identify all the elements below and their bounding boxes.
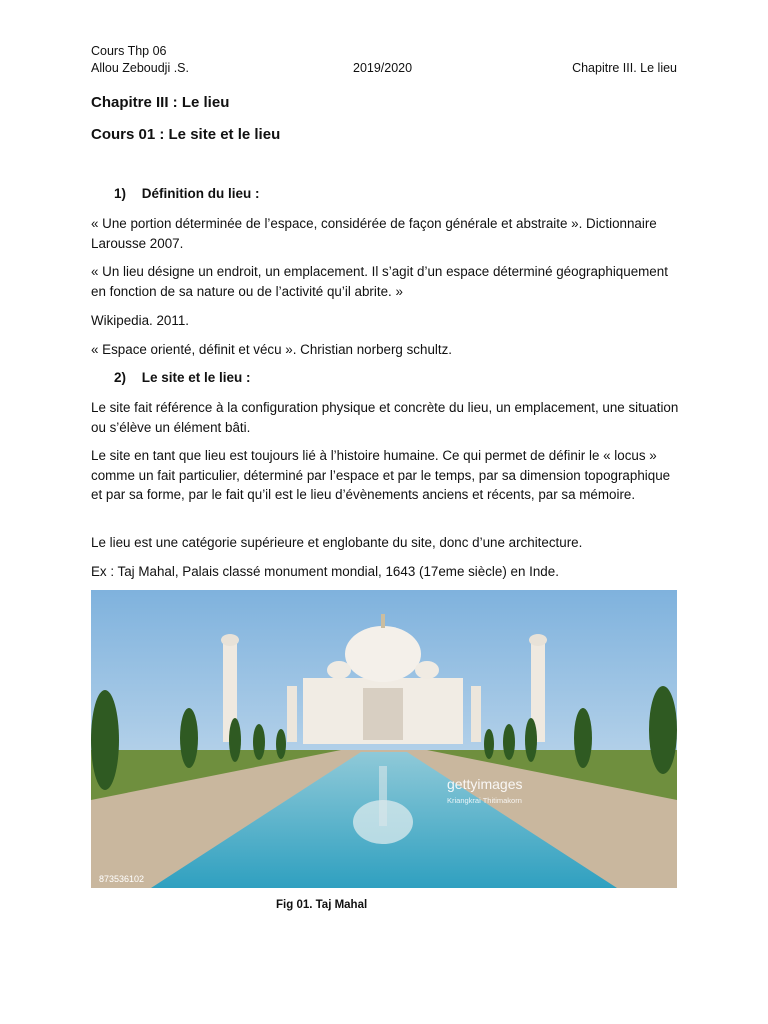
section-2-number: 2) xyxy=(114,370,127,385)
watermark-credit: Kriangkrai Thitimakorn xyxy=(447,796,522,805)
section-2-paragraph-2: Le site en tant que lieu est toujours lié à l’histoire humaine. Ce qui permet de définir le « locus » comme un fait particulier, déterminé par l’espace et par le temps, par sa dimension topographique et par sa forme, par le fait qu’il est le lieu d’évènements anciens et récents, par sa mémoire. xyxy=(91,448,671,502)
header-chapter-ref: Chapitre III. Le lieu xyxy=(572,61,677,75)
section-1-paragraph-3: Wikipedia. 2011. xyxy=(91,313,190,328)
watermark-text: gettyimages xyxy=(447,776,523,792)
image-id-label: 873536102 xyxy=(99,874,145,884)
section-2-paragraph-3: Le lieu est une catégorie supérieure et englobante du site, donc d’une architecture. xyxy=(91,535,583,550)
chapter-title: Chapitre III : Le lieu xyxy=(91,94,230,111)
header-author: Allou Zeboudji .S. xyxy=(91,61,189,75)
figure-caption: Fig 01. Taj Mahal xyxy=(276,899,368,911)
section-1-paragraph-1: « Une portion déterminée de l’espace, considérée de façon générale et abstraite ». Dictionnaire Larousse 2007. xyxy=(91,216,657,251)
section-2-heading xyxy=(114,370,251,385)
section-2-paragraph-1: Le site fait référence à la configuration physique et concrète du lieu, un emplacement, une situation ou s’élève un élément bâti. xyxy=(91,400,679,435)
taj-mahal-photo xyxy=(91,590,677,888)
taj-mahal-illustration xyxy=(91,590,677,888)
section-1-heading xyxy=(114,186,260,201)
section-1-title: Définition du lieu : xyxy=(141,186,260,201)
header-course: Cours Thp 06 xyxy=(91,44,167,58)
header-row xyxy=(91,61,677,75)
section-2-paragraph-4: Ex : Taj Mahal, Palais classé monument mondial, 1643 (17eme siècle) en Inde. xyxy=(91,564,559,579)
section-1-number: 1) xyxy=(114,186,127,201)
lesson-title: Cours 01 : Le site et le lieu xyxy=(91,126,281,143)
section-1-paragraph-4: « Espace orienté, définit et vécu ». Christian norberg schultz. xyxy=(91,342,452,357)
section-2-title: Le site et le lieu : xyxy=(141,370,251,385)
section-1-paragraph-2: « Un lieu désigne un endroit, un emplacement. Il s’agit d’un espace déterminé géographiquement en fonction de sa nature ou de l’activité qu’il abrite. » xyxy=(91,264,668,299)
header-year: 2019/2020 xyxy=(353,61,413,75)
